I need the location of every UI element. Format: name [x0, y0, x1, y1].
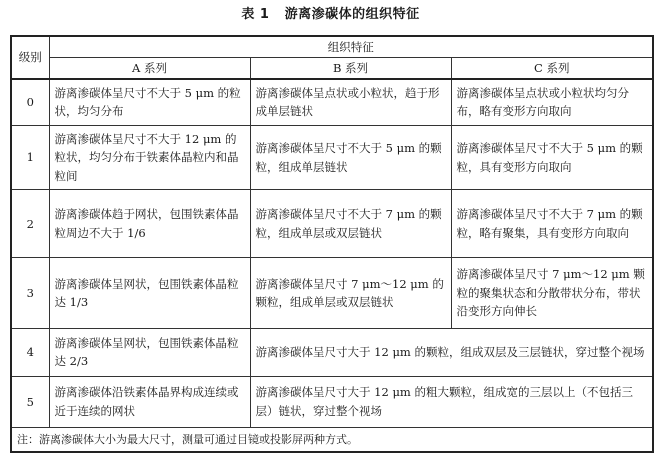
header-series-a: A 系列: [49, 57, 250, 78]
header-row-group: [11, 36, 653, 57]
series-a-cell: 游离渗碳体趋于网状，包围铁素体晶粒周边不大于 1/6: [49, 190, 250, 258]
table-note: 注：游离渗碳体大小为最大尺寸，测量可通过目镜或投影屏两种方式。: [11, 427, 653, 452]
table-row: [11, 258, 653, 328]
table-row: [11, 328, 653, 376]
series-a-cell: 游离渗碳体呈网状，包围铁素体晶粒达 2/3: [49, 328, 250, 376]
series-b-cell: 游离渗碳体呈点状或小粒状，趋于形成单层链状: [250, 79, 451, 126]
series-c-cell: 游离渗碳体呈尺寸不大于 5 μm 的颗粒，具有变形方向取向: [451, 126, 653, 190]
table-row: [11, 79, 653, 126]
table-row: [11, 126, 653, 190]
table-row: [11, 190, 653, 258]
series-a-cell: 游离渗碳体呈网状，包围铁素体晶粒达 1/3: [49, 258, 250, 328]
table-caption-title: 游离渗碳体的组织特征: [284, 7, 420, 22]
header-row-series: [11, 57, 653, 78]
series-a-cell: 游离渗碳体呈尺寸不大于 5 μm 的粒状，均匀分布: [49, 79, 250, 126]
series-c-cell: 游离渗碳体呈点状或小粒状均匀分布，略有变形方向取向: [451, 79, 653, 126]
header-series-b: B 系列: [250, 57, 451, 78]
series-bc-cell: 游离渗碳体呈尺寸大于 12 μm 的颗粒，组成双层及三层链状，穿过整个视场: [250, 328, 653, 376]
series-a-cell: 游离渗碳体沿铁素体晶界构成连续或近于连续的网状: [49, 376, 250, 427]
grade-cell: 5: [11, 376, 49, 427]
table-caption-label: 表 1: [241, 7, 270, 22]
series-bc-cell: 游离渗碳体呈尺寸大于 12 μm 的粗大颗粒，组成宽的三层以上（不包括三层）链状，穿过整个视场: [250, 376, 653, 427]
series-c-cell: 游离渗碳体呈尺寸不大于 7 μm 的颗粒，略有聚集，具有变形方向取向: [451, 190, 653, 258]
grade-cell: 2: [11, 190, 49, 258]
header-structure-features: 组织特征: [49, 36, 653, 57]
header-grade: 级别: [11, 36, 49, 79]
series-b-cell: 游离渗碳体呈尺寸不大于 5 μm 的颗粒，组成单层链状: [250, 126, 451, 190]
table-row: [11, 376, 653, 427]
grade-cell: 0: [11, 79, 49, 126]
series-c-cell: 游离渗碳体呈尺寸 7 μm～12 μm 颗粒的聚集状态和分散带状分布，带状沿变形方向伸长: [451, 258, 653, 328]
table-caption: [0, 3, 661, 22]
grade-cell: 1: [11, 126, 49, 190]
grade-cell: 4: [11, 328, 49, 376]
header-series-c: C 系列: [451, 57, 653, 78]
series-b-cell: 游离渗碳体呈尺寸不大于 7 μm 的颗粒，组成单层或双层链状: [250, 190, 451, 258]
grade-cell: 3: [11, 258, 49, 328]
note-row: [11, 427, 653, 452]
series-b-cell: 游离渗碳体呈尺寸 7 μm～12 μm 的颗粒，组成单层或双层链状: [250, 258, 451, 328]
series-a-cell: 游离渗碳体呈尺寸不大于 12 μm 的粒状，均匀分布于铁素体晶粒内和晶粒间: [49, 126, 250, 190]
cementite-structure-table: [10, 35, 654, 453]
